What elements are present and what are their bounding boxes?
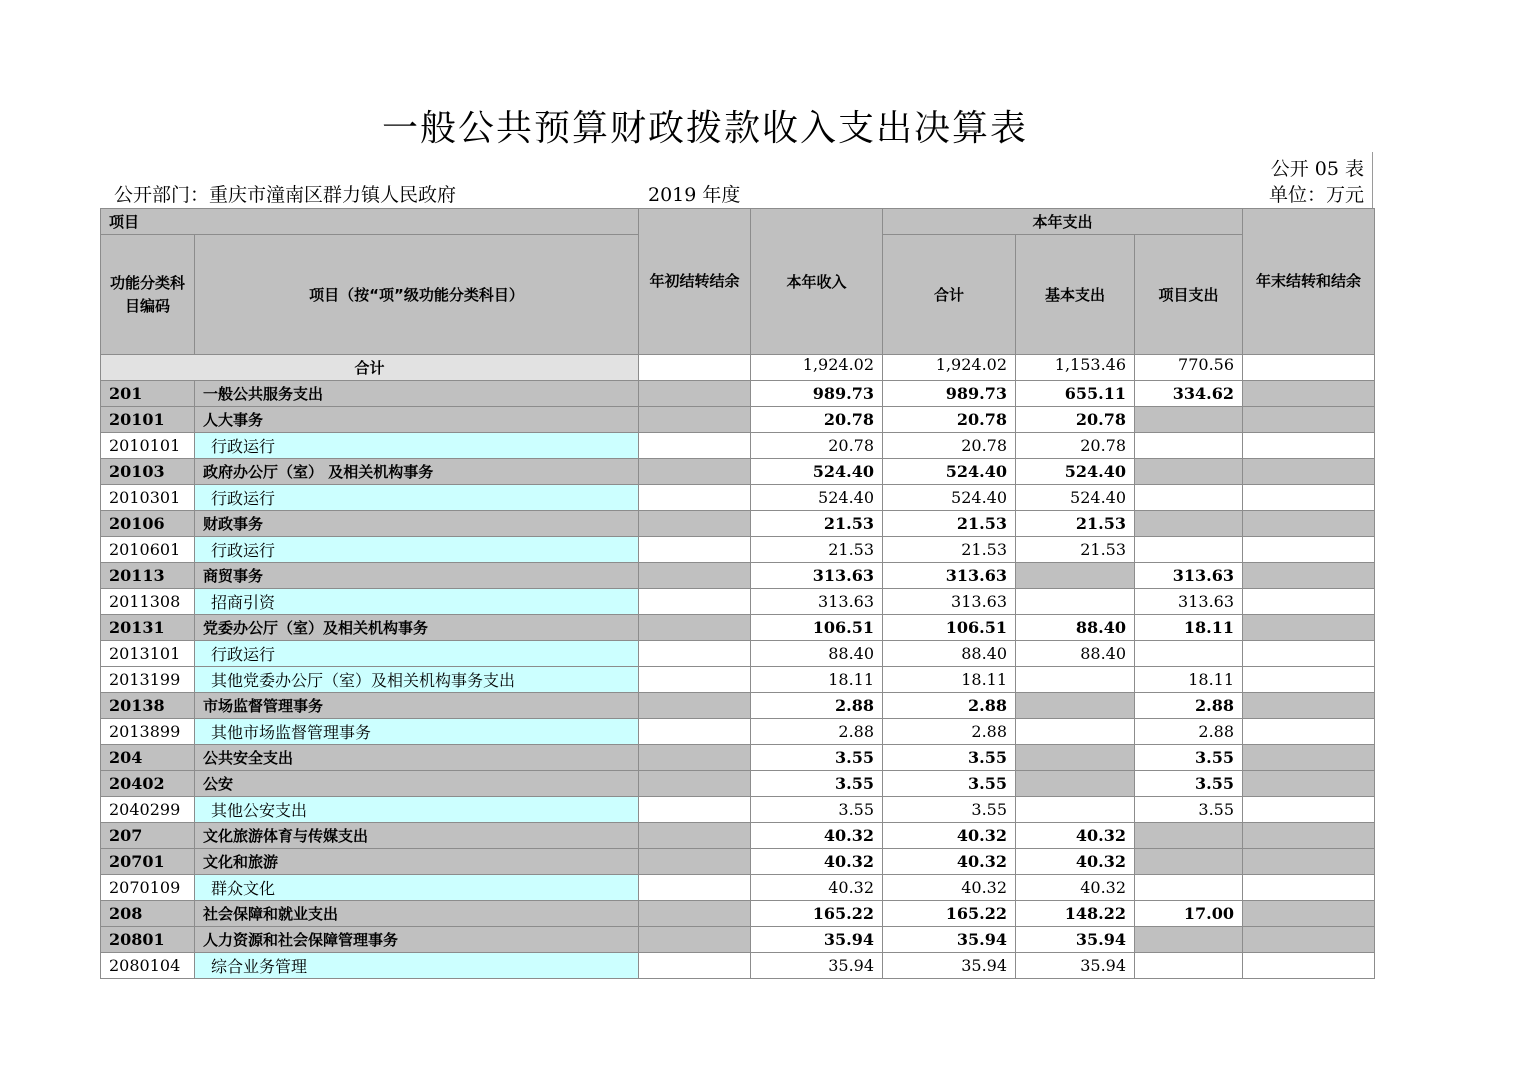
row-total: 313.63 bbox=[883, 563, 1016, 589]
row-begin-balance bbox=[639, 381, 751, 407]
header-end-balance: 年末结转和结余 bbox=[1243, 209, 1375, 355]
row-end-balance bbox=[1243, 797, 1375, 823]
row-project: 3.55 bbox=[1135, 771, 1243, 797]
unit-label: 单位：万元 bbox=[1268, 184, 1364, 206]
row-basic: 21.53 bbox=[1016, 511, 1135, 537]
row-name: 群众文化 bbox=[195, 875, 639, 901]
row-begin-balance bbox=[639, 771, 751, 797]
row-income: 313.63 bbox=[751, 589, 883, 615]
total-end-balance bbox=[1243, 355, 1375, 381]
total-label: 合计 bbox=[101, 355, 639, 381]
row-total: 21.53 bbox=[883, 537, 1016, 563]
table-row bbox=[101, 459, 1375, 485]
row-end-balance bbox=[1243, 407, 1375, 433]
row-begin-balance bbox=[639, 953, 751, 979]
row-code: 20103 bbox=[101, 459, 195, 485]
row-end-balance bbox=[1243, 667, 1375, 693]
header-code: 功能分类科目编码 bbox=[101, 235, 195, 355]
row-name: 人大事务 bbox=[195, 407, 639, 433]
row-income: 88.40 bbox=[751, 641, 883, 667]
total-income: 1,924.02 bbox=[751, 355, 883, 381]
total-row bbox=[101, 355, 1375, 381]
row-income: 40.32 bbox=[751, 875, 883, 901]
row-code: 2013199 bbox=[101, 667, 195, 693]
row-project bbox=[1135, 459, 1243, 485]
row-name: 政府办公厅（室） 及相关机构事务 bbox=[195, 459, 639, 485]
row-begin-balance bbox=[639, 641, 751, 667]
table-row bbox=[101, 615, 1375, 641]
table-row bbox=[101, 511, 1375, 537]
total-project: 770.56 bbox=[1135, 355, 1243, 381]
row-code: 2080104 bbox=[101, 953, 195, 979]
row-name: 社会保障和就业支出 bbox=[195, 901, 639, 927]
total-basic: 1,153.46 bbox=[1016, 355, 1135, 381]
row-basic bbox=[1016, 797, 1135, 823]
row-project: 18.11 bbox=[1135, 667, 1243, 693]
row-end-balance bbox=[1243, 433, 1375, 459]
row-code: 2013899 bbox=[101, 719, 195, 745]
row-end-balance bbox=[1243, 745, 1375, 771]
row-total: 35.94 bbox=[883, 953, 1016, 979]
fiscal-year-label: 2019 年度 bbox=[648, 184, 741, 206]
row-project bbox=[1135, 849, 1243, 875]
row-income: 3.55 bbox=[751, 797, 883, 823]
row-end-balance bbox=[1243, 953, 1375, 979]
row-code: 207 bbox=[101, 823, 195, 849]
row-end-balance bbox=[1243, 615, 1375, 641]
row-project bbox=[1135, 953, 1243, 979]
row-basic: 35.94 bbox=[1016, 927, 1135, 953]
row-basic bbox=[1016, 693, 1135, 719]
table-row bbox=[101, 407, 1375, 433]
row-begin-balance bbox=[639, 849, 751, 875]
row-basic: 20.78 bbox=[1016, 407, 1135, 433]
table-row bbox=[101, 953, 1375, 979]
row-project bbox=[1135, 641, 1243, 667]
row-total: 3.55 bbox=[883, 797, 1016, 823]
row-total: 2.88 bbox=[883, 693, 1016, 719]
row-begin-balance bbox=[639, 667, 751, 693]
table-row bbox=[101, 927, 1375, 953]
row-code: 2010601 bbox=[101, 537, 195, 563]
row-begin-balance bbox=[639, 459, 751, 485]
row-basic: 88.40 bbox=[1016, 641, 1135, 667]
row-end-balance bbox=[1243, 693, 1375, 719]
row-income: 989.73 bbox=[751, 381, 883, 407]
table-row bbox=[101, 433, 1375, 459]
row-total: 3.55 bbox=[883, 745, 1016, 771]
header-expense-group: 本年支出 bbox=[883, 209, 1243, 235]
row-income: 40.32 bbox=[751, 823, 883, 849]
row-project: 2.88 bbox=[1135, 693, 1243, 719]
row-name: 其他党委办公厅（室）及相关机构事务支出 bbox=[195, 667, 639, 693]
row-project bbox=[1135, 485, 1243, 511]
row-project: 313.63 bbox=[1135, 589, 1243, 615]
row-income: 20.78 bbox=[751, 407, 883, 433]
row-code: 20106 bbox=[101, 511, 195, 537]
row-income: 20.78 bbox=[751, 433, 883, 459]
department-label: 公开部门：重庆市潼南区群力镇人民政府 bbox=[114, 184, 457, 206]
row-project bbox=[1135, 433, 1243, 459]
row-name: 人力资源和社会保障管理事务 bbox=[195, 927, 639, 953]
row-code: 20113 bbox=[101, 563, 195, 589]
row-name: 一般公共服务支出 bbox=[195, 381, 639, 407]
row-end-balance bbox=[1243, 849, 1375, 875]
table-row bbox=[101, 901, 1375, 927]
row-project: 18.11 bbox=[1135, 615, 1243, 641]
row-begin-balance bbox=[639, 511, 751, 537]
header-project-expense: 项目支出 bbox=[1135, 235, 1243, 355]
form-number-label: 公开 05 表 bbox=[1270, 158, 1364, 180]
budget-table bbox=[100, 208, 1375, 979]
table-row bbox=[101, 381, 1375, 407]
row-name: 公共安全支出 bbox=[195, 745, 639, 771]
row-income: 165.22 bbox=[751, 901, 883, 927]
row-name: 文化旅游体育与传媒支出 bbox=[195, 823, 639, 849]
row-total: 40.32 bbox=[883, 875, 1016, 901]
table-row bbox=[101, 485, 1375, 511]
row-end-balance bbox=[1243, 511, 1375, 537]
row-begin-balance bbox=[639, 563, 751, 589]
total-expense: 1,924.02 bbox=[883, 355, 1016, 381]
row-total: 165.22 bbox=[883, 901, 1016, 927]
row-code: 2010101 bbox=[101, 433, 195, 459]
row-basic bbox=[1016, 719, 1135, 745]
row-name: 公安 bbox=[195, 771, 639, 797]
table-row bbox=[101, 667, 1375, 693]
row-name: 商贸事务 bbox=[195, 563, 639, 589]
header-begin-balance: 年初结转结余 bbox=[639, 209, 751, 355]
table-body bbox=[101, 355, 1375, 979]
row-total: 313.63 bbox=[883, 589, 1016, 615]
row-total: 524.40 bbox=[883, 459, 1016, 485]
table-row bbox=[101, 849, 1375, 875]
row-income: 35.94 bbox=[751, 953, 883, 979]
row-begin-balance bbox=[639, 875, 751, 901]
row-begin-balance bbox=[639, 693, 751, 719]
row-income: 2.88 bbox=[751, 719, 883, 745]
row-income: 40.32 bbox=[751, 849, 883, 875]
table-row bbox=[101, 693, 1375, 719]
row-end-balance bbox=[1243, 459, 1375, 485]
row-begin-balance bbox=[639, 901, 751, 927]
row-basic: 20.78 bbox=[1016, 433, 1135, 459]
row-income: 18.11 bbox=[751, 667, 883, 693]
row-code: 20402 bbox=[101, 771, 195, 797]
row-total: 989.73 bbox=[883, 381, 1016, 407]
header-project: 项目 bbox=[101, 209, 639, 235]
row-total: 88.40 bbox=[883, 641, 1016, 667]
row-basic: 35.94 bbox=[1016, 953, 1135, 979]
row-end-balance bbox=[1243, 719, 1375, 745]
row-project: 3.55 bbox=[1135, 797, 1243, 823]
row-end-balance bbox=[1243, 485, 1375, 511]
row-total: 21.53 bbox=[883, 511, 1016, 537]
row-income: 313.63 bbox=[751, 563, 883, 589]
table-row bbox=[101, 641, 1375, 667]
row-total: 2.88 bbox=[883, 719, 1016, 745]
row-code: 2070109 bbox=[101, 875, 195, 901]
row-code: 2011308 bbox=[101, 589, 195, 615]
row-name: 文化和旅游 bbox=[195, 849, 639, 875]
row-name: 市场监督管理事务 bbox=[195, 693, 639, 719]
table-row bbox=[101, 563, 1375, 589]
row-basic bbox=[1016, 563, 1135, 589]
row-total: 20.78 bbox=[883, 433, 1016, 459]
row-end-balance bbox=[1243, 875, 1375, 901]
row-name: 其他公安支出 bbox=[195, 797, 639, 823]
row-income: 35.94 bbox=[751, 927, 883, 953]
row-name: 行政运行 bbox=[195, 485, 639, 511]
row-begin-balance bbox=[639, 537, 751, 563]
header-divider bbox=[1372, 152, 1373, 208]
row-project: 334.62 bbox=[1135, 381, 1243, 407]
row-income: 524.40 bbox=[751, 459, 883, 485]
row-income: 524.40 bbox=[751, 485, 883, 511]
row-basic bbox=[1016, 589, 1135, 615]
row-begin-balance bbox=[639, 485, 751, 511]
row-code: 208 bbox=[101, 901, 195, 927]
row-code: 204 bbox=[101, 745, 195, 771]
row-begin-balance bbox=[639, 433, 751, 459]
row-basic: 40.32 bbox=[1016, 849, 1135, 875]
row-begin-balance bbox=[639, 823, 751, 849]
header-income: 本年收入 bbox=[751, 209, 883, 355]
row-project: 2.88 bbox=[1135, 719, 1243, 745]
row-basic: 148.22 bbox=[1016, 901, 1135, 927]
row-basic: 655.11 bbox=[1016, 381, 1135, 407]
row-code: 2013101 bbox=[101, 641, 195, 667]
row-begin-balance bbox=[639, 797, 751, 823]
table-row bbox=[101, 823, 1375, 849]
table-row bbox=[101, 719, 1375, 745]
row-end-balance bbox=[1243, 927, 1375, 953]
row-income: 2.88 bbox=[751, 693, 883, 719]
row-total: 35.94 bbox=[883, 927, 1016, 953]
row-project: 17.00 bbox=[1135, 901, 1243, 927]
row-project bbox=[1135, 875, 1243, 901]
row-total: 524.40 bbox=[883, 485, 1016, 511]
row-income: 3.55 bbox=[751, 745, 883, 771]
table-row bbox=[101, 797, 1375, 823]
row-name: 财政事务 bbox=[195, 511, 639, 537]
row-begin-balance bbox=[639, 407, 751, 433]
row-name: 其他市场监督管理事务 bbox=[195, 719, 639, 745]
row-basic: 21.53 bbox=[1016, 537, 1135, 563]
header-total: 合计 bbox=[883, 235, 1016, 355]
row-project bbox=[1135, 537, 1243, 563]
table-row bbox=[101, 537, 1375, 563]
row-name: 行政运行 bbox=[195, 641, 639, 667]
row-end-balance bbox=[1243, 589, 1375, 615]
row-total: 40.32 bbox=[883, 849, 1016, 875]
row-end-balance bbox=[1243, 381, 1375, 407]
row-income: 21.53 bbox=[751, 511, 883, 537]
row-basic: 524.40 bbox=[1016, 485, 1135, 511]
row-end-balance bbox=[1243, 823, 1375, 849]
row-end-balance bbox=[1243, 901, 1375, 927]
table-header bbox=[101, 209, 1375, 355]
row-income: 3.55 bbox=[751, 771, 883, 797]
row-project bbox=[1135, 511, 1243, 537]
row-project: 3.55 bbox=[1135, 745, 1243, 771]
row-total: 18.11 bbox=[883, 667, 1016, 693]
row-begin-balance bbox=[639, 615, 751, 641]
row-code: 20701 bbox=[101, 849, 195, 875]
total-begin-balance bbox=[639, 355, 751, 381]
row-project bbox=[1135, 407, 1243, 433]
row-name: 行政运行 bbox=[195, 433, 639, 459]
row-basic bbox=[1016, 745, 1135, 771]
row-basic bbox=[1016, 771, 1135, 797]
table-row bbox=[101, 745, 1375, 771]
row-name: 行政运行 bbox=[195, 537, 639, 563]
row-end-balance bbox=[1243, 537, 1375, 563]
header-basic: 基本支出 bbox=[1016, 235, 1135, 355]
row-end-balance bbox=[1243, 563, 1375, 589]
row-end-balance bbox=[1243, 771, 1375, 797]
row-basic bbox=[1016, 667, 1135, 693]
row-begin-balance bbox=[639, 927, 751, 953]
row-basic: 40.32 bbox=[1016, 823, 1135, 849]
row-code: 201 bbox=[101, 381, 195, 407]
row-total: 3.55 bbox=[883, 771, 1016, 797]
row-project bbox=[1135, 927, 1243, 953]
row-income: 106.51 bbox=[751, 615, 883, 641]
row-code: 2010301 bbox=[101, 485, 195, 511]
row-project bbox=[1135, 823, 1243, 849]
row-end-balance bbox=[1243, 641, 1375, 667]
row-total: 20.78 bbox=[883, 407, 1016, 433]
row-begin-balance bbox=[639, 589, 751, 615]
row-begin-balance bbox=[639, 745, 751, 771]
row-name: 综合业务管理 bbox=[195, 953, 639, 979]
table-row bbox=[101, 771, 1375, 797]
row-basic: 88.40 bbox=[1016, 615, 1135, 641]
row-total: 40.32 bbox=[883, 823, 1016, 849]
row-basic: 524.40 bbox=[1016, 459, 1135, 485]
row-code: 20131 bbox=[101, 615, 195, 641]
page-title: 一般公共预算财政拨款收入支出决算表 bbox=[381, 108, 1028, 149]
header-name: 项目（按“项”级功能分类科目） bbox=[195, 235, 639, 355]
row-income: 21.53 bbox=[751, 537, 883, 563]
row-basic: 40.32 bbox=[1016, 875, 1135, 901]
row-name: 党委办公厅（室）及相关机构事务 bbox=[195, 615, 639, 641]
row-code: 20801 bbox=[101, 927, 195, 953]
row-code: 20138 bbox=[101, 693, 195, 719]
row-name: 招商引资 bbox=[195, 589, 639, 615]
row-project: 313.63 bbox=[1135, 563, 1243, 589]
table-row bbox=[101, 875, 1375, 901]
row-code: 2040299 bbox=[101, 797, 195, 823]
row-begin-balance bbox=[639, 719, 751, 745]
table-row bbox=[101, 589, 1375, 615]
row-total: 106.51 bbox=[883, 615, 1016, 641]
row-code: 20101 bbox=[101, 407, 195, 433]
